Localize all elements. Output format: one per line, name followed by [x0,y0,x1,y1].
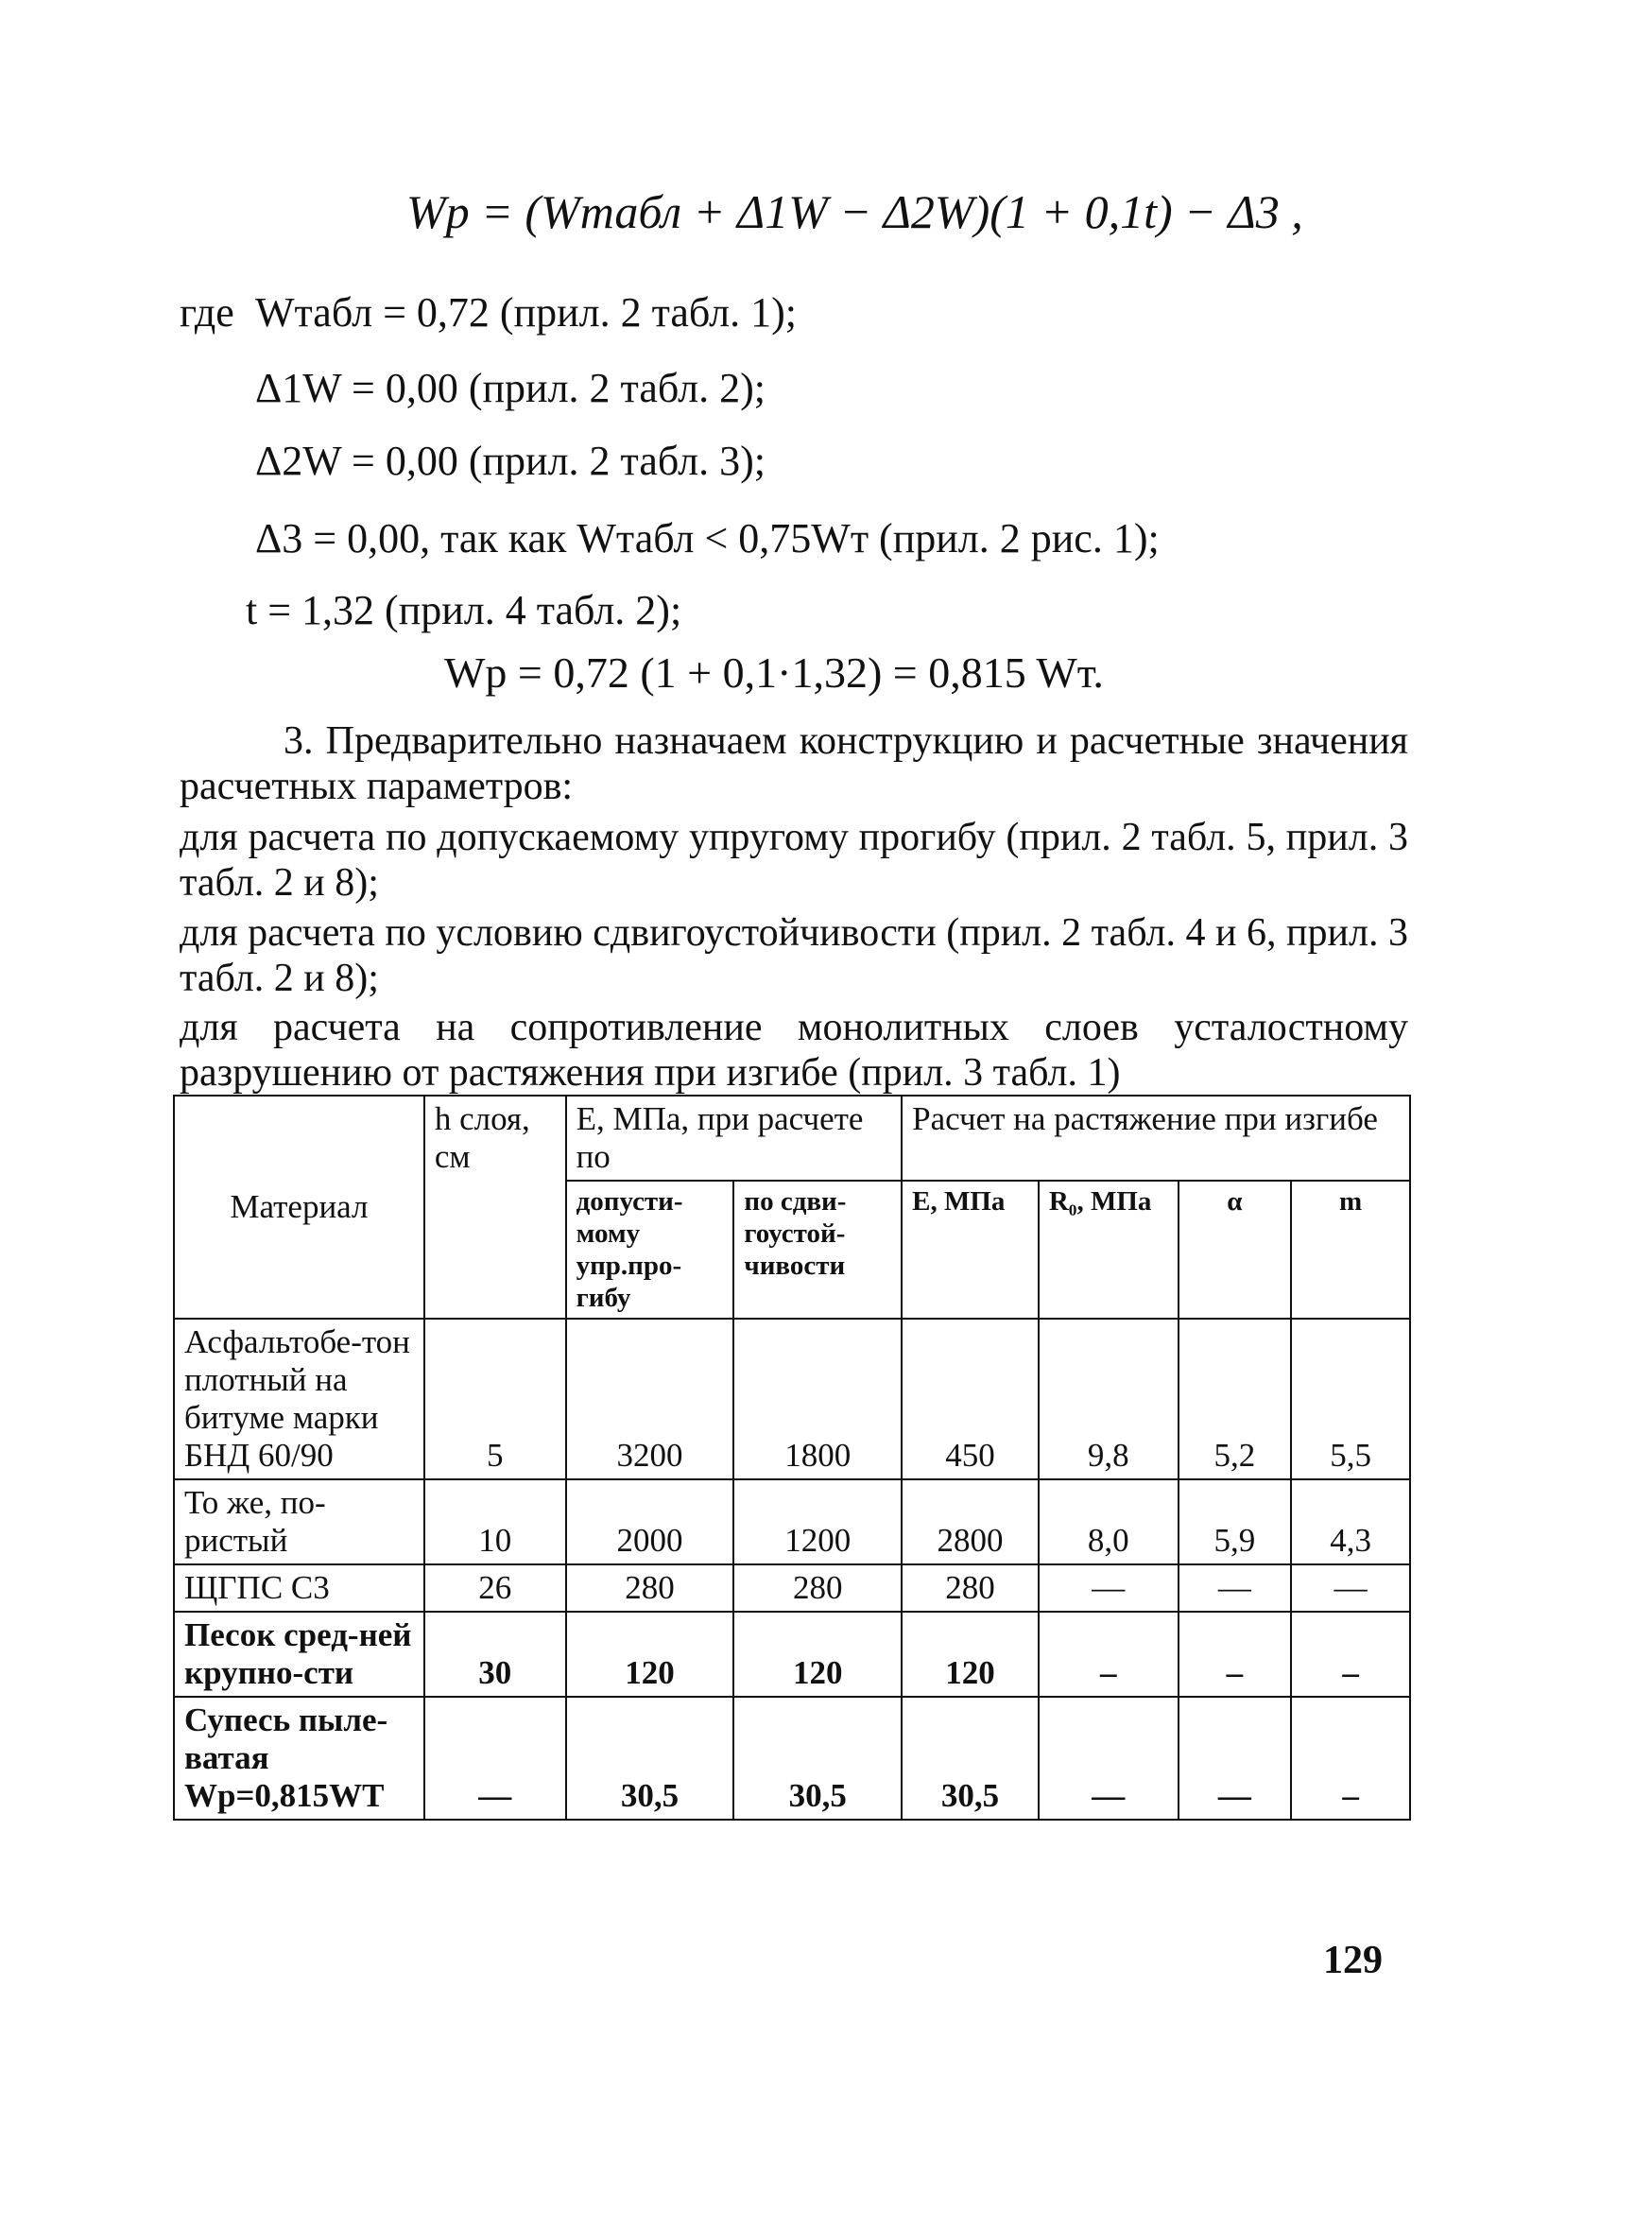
cell-material: ЩГПС С3 [174,1564,424,1612]
cell-e2: 120 [733,1612,902,1697]
cell-e: 30,5 [902,1697,1039,1820]
cell-a: 5,2 [1179,1319,1292,1479]
cell-h: 10 [424,1479,566,1564]
cell-m: — [1291,1564,1410,1612]
cell-e2: 280 [733,1564,902,1612]
definition-line: Δ3 = 0,00, так как Wтабл < 0,75Wт (прил. 2 рис. 1); [255,515,1160,561]
cell-a: 5,9 [1179,1479,1292,1564]
cell-h: 5 [424,1319,566,1479]
table-row [174,1697,1410,1820]
paragraph: для расчета по условию сдвигоустойчивости (прил. 2 табл. 4 и 6, прил. 3 табл. 2 и 8); [180,911,1408,1000]
cell-e1: 120 [566,1612,734,1697]
cell-e1: 2000 [566,1479,734,1564]
main-formula: Wp = (Wтабл + Δ1W − Δ2W)(1 + 0,1t) − Δ3 , [406,185,1303,238]
definition-line: Wтабл = 0,72 (прил. 2 табл. 1); [255,289,798,336]
cell-material: Песок сред-ней крупно-сти [174,1612,424,1697]
cell-h: 30 [424,1612,566,1697]
paragraph: для расчета по допускаемому упругому прогибу (прил. 2 табл. 5, прил. 3 табл. 2 и 8); [180,816,1408,905]
cell-material: То же, по-ристый [174,1479,424,1564]
cell-material: Супесь пыле-ватая Wp=0,815WT [174,1697,424,1820]
table-row [174,1479,1410,1564]
cell-e: 450 [902,1319,1039,1479]
table-row [174,1612,1410,1697]
where-label: где [180,289,234,336]
header-t-r: R₀, МПа [1039,1181,1179,1319]
paragraph: 3. Предварительно назначаем конструкцию и расчетные значения расчетных параметров: [180,719,1408,808]
cell-a: – [1179,1612,1292,1697]
header-material: Материал [174,1096,424,1319]
cell-r: 8,0 [1039,1479,1179,1564]
cell-m: 4,3 [1291,1479,1410,1564]
header-t-e: E, МПа [902,1181,1039,1319]
cell-m: – [1291,1697,1410,1820]
cell-r: — [1039,1697,1179,1820]
definition-line: t = 1,32 (прил. 4 табл. 2); [246,587,682,633]
header-e-shear: по сдви-гоустой-чивости [733,1181,902,1319]
paragraph: для расчета на сопротивление монолитных слоев усталостному разрушению от растяжения при изгибе (прил. 3 табл. 1) [180,1006,1408,1095]
cell-h: — [424,1697,566,1820]
cell-e: 280 [902,1564,1039,1612]
header-e-allow: допусти-мому упр.про-гибу [566,1181,734,1319]
cell-material: Асфальтобе-тон плотный на битуме марки БНД 60/90 [174,1319,424,1479]
cell-e2: 1200 [733,1479,902,1564]
page-number: 129 [1323,1939,1383,1982]
definition-line: Δ1W = 0,00 (прил. 2 табл. 2); [255,365,766,411]
cell-m: – [1291,1612,1410,1697]
cell-e1: 280 [566,1564,734,1612]
materials-table [173,1095,1411,1821]
table-row [174,1319,1410,1479]
result-formula: Wp = 0,72 (1 + 0,1·1,32) = 0,815 Wт. [444,648,1104,697]
cell-r: 9,8 [1039,1319,1179,1479]
header-e-group: E, МПа, при расчете по [566,1096,903,1181]
table-row [174,1564,1410,1612]
cell-e2: 30,5 [733,1697,902,1820]
cell-e: 120 [902,1612,1039,1697]
cell-r: — [1039,1564,1179,1612]
definition-line: Δ2W = 0,00 (прил. 2 табл. 3); [255,438,766,484]
header-t-alpha: α [1179,1181,1292,1319]
header-t-m: m [1291,1181,1410,1319]
cell-a: — [1179,1697,1292,1820]
cell-r: – [1039,1612,1179,1697]
header-tension-group: Расчет на растяжение при изгибе [902,1096,1410,1181]
header-h: h слоя, см [424,1096,566,1319]
cell-e1: 30,5 [566,1697,734,1820]
cell-a: — [1179,1564,1292,1612]
cell-m: 5,5 [1291,1319,1410,1479]
cell-e1: 3200 [566,1319,734,1479]
cell-e2: 1800 [733,1319,902,1479]
cell-e: 2800 [902,1479,1039,1564]
cell-h: 26 [424,1564,566,1612]
